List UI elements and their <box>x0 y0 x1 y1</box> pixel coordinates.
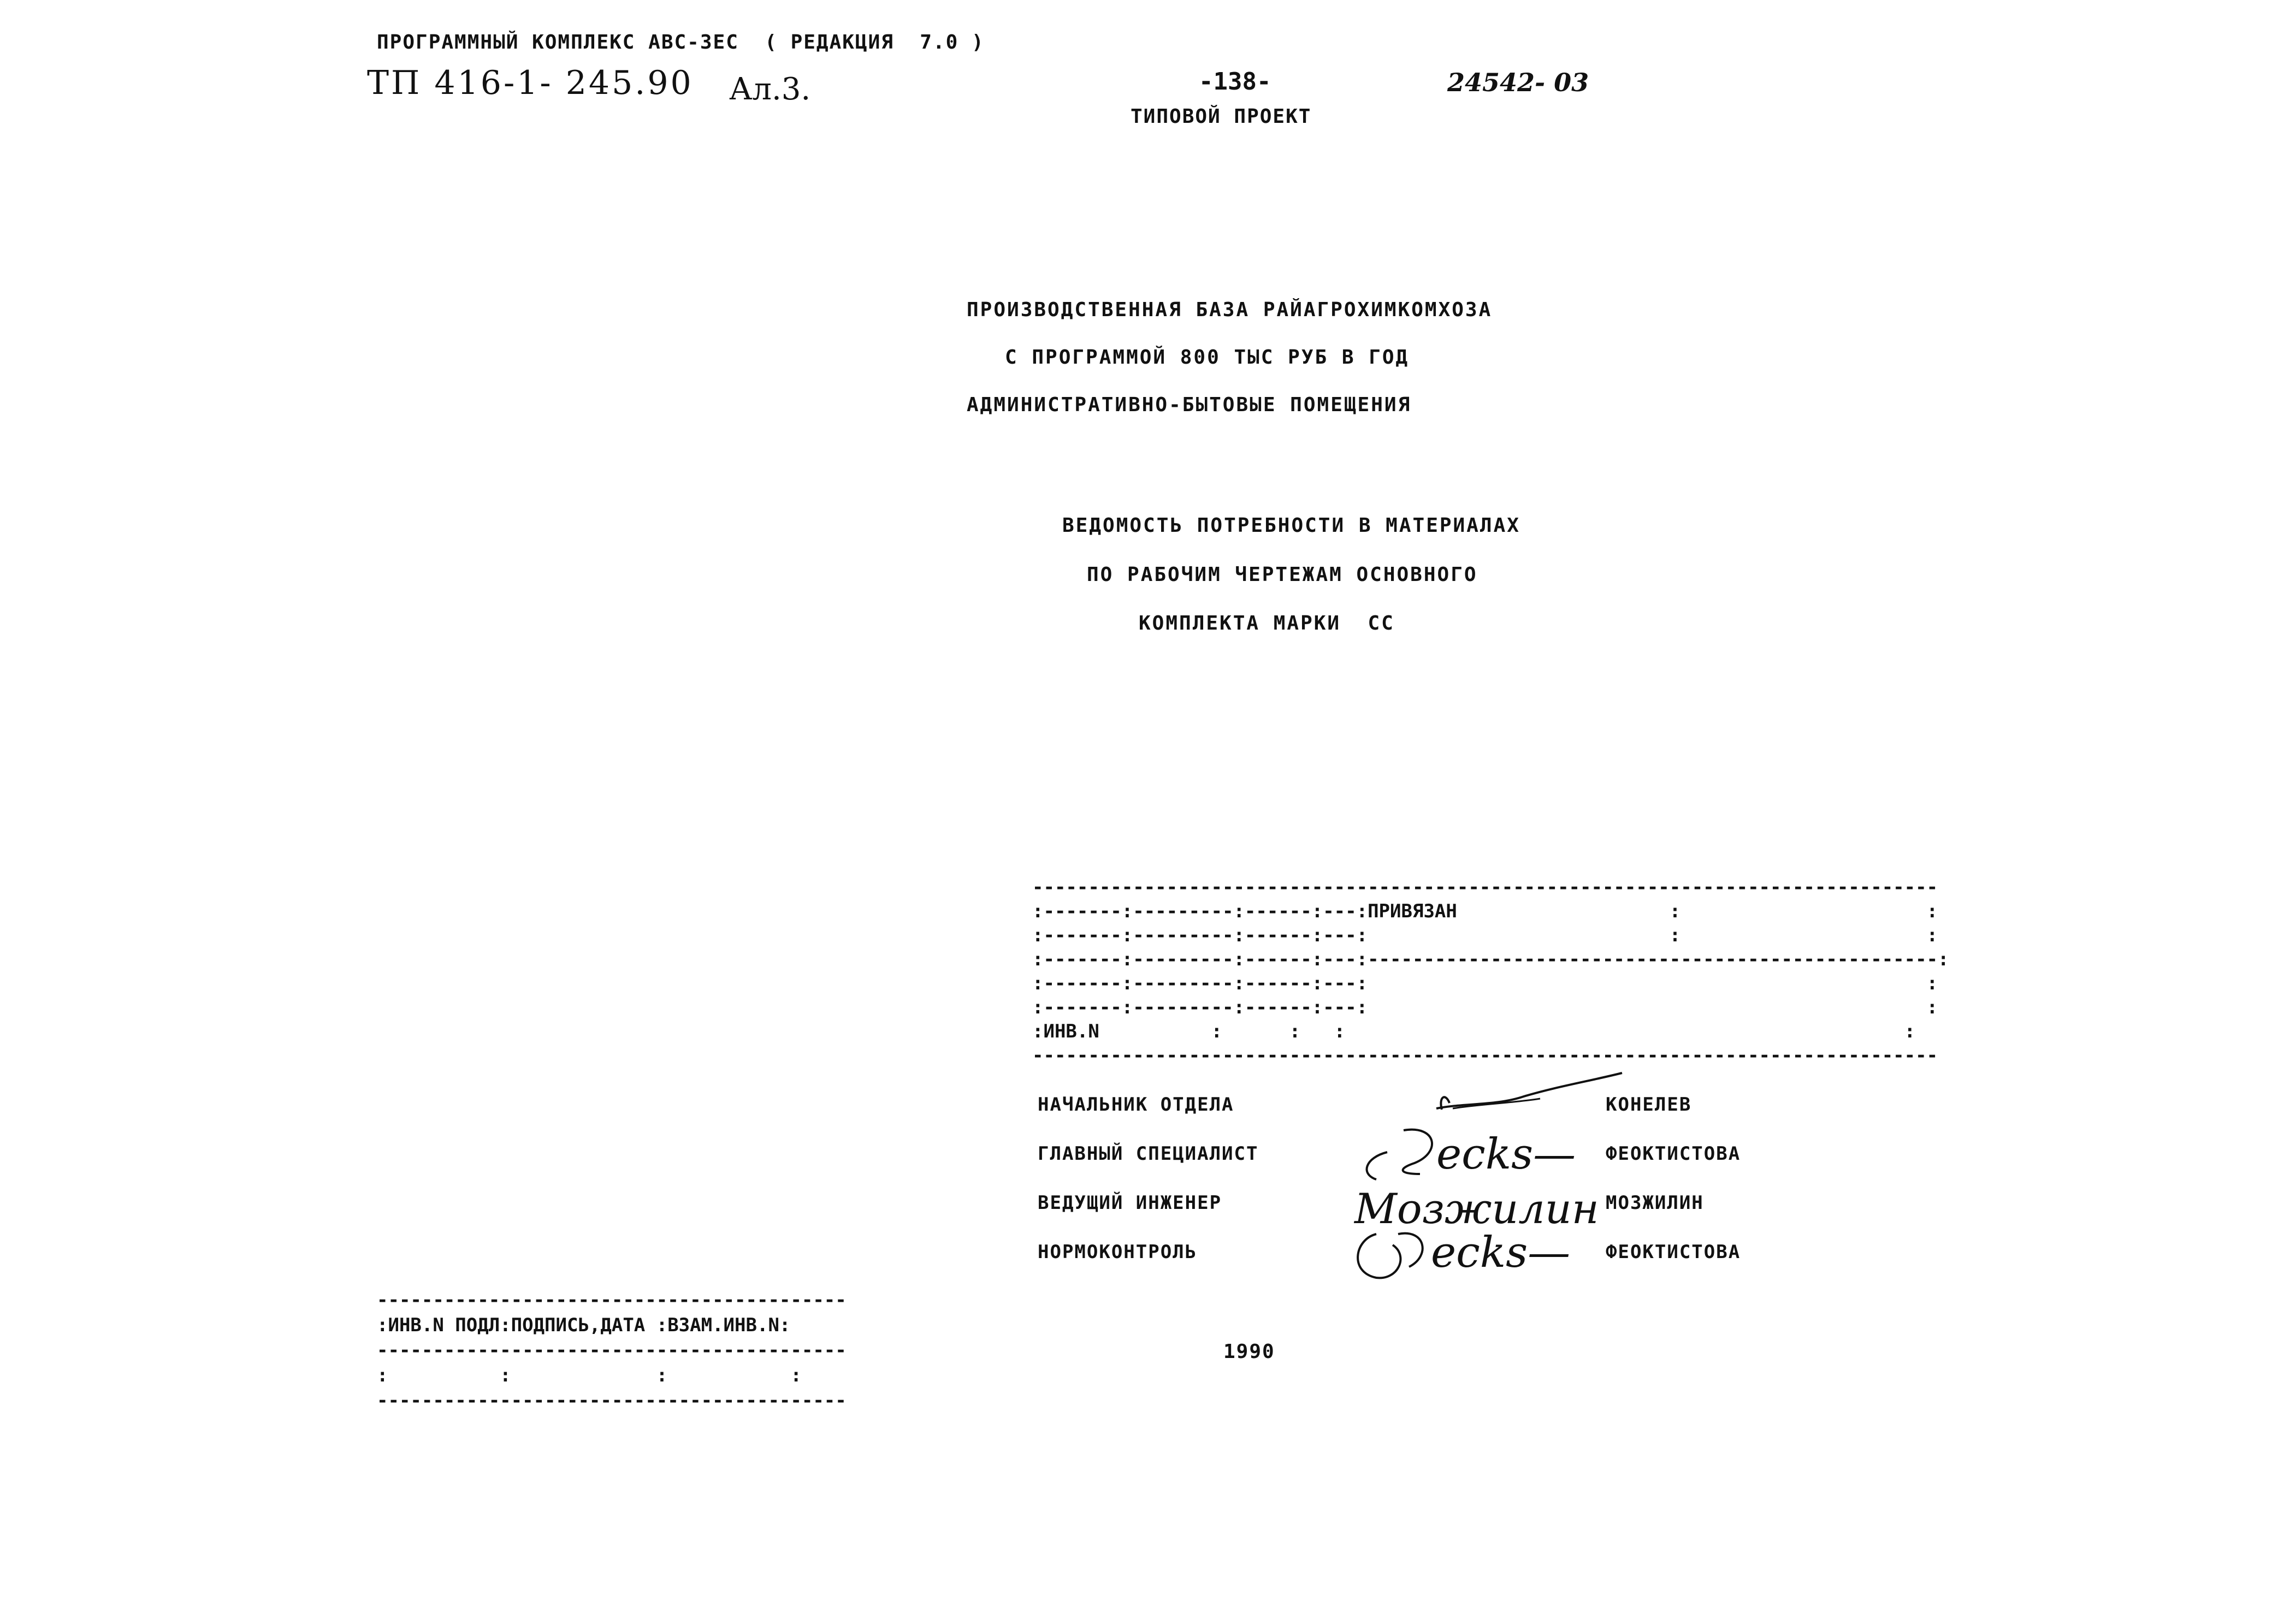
page-number: -138- <box>1199 68 1271 96</box>
binding-row: :ИНВ.N : : : : <box>1032 1021 1916 1042</box>
binding-row: --------------------------------------------------------------------------------- <box>1032 876 1938 898</box>
inventory-row: ------------------------------------------ <box>377 1289 847 1311</box>
svg-text:ecks—: ecks— <box>1436 1130 1576 1179</box>
program-line: ПРОГРАММНЫЙ КОМПЛЕКС АВС-3ЕС ( РЕДАКЦИЯ 7.0 ) <box>377 31 985 54</box>
title-line-3: АДМИНИСТРАТИВНО-БЫТОВЫЕ ПОМЕЩЕНИЯ <box>967 394 1412 416</box>
signature-role: НОРМОКОНТРОЛЬ <box>1038 1241 1198 1263</box>
subject-line-3: КОМПЛЕКТА МАРКИ СС <box>1139 612 1395 634</box>
album-number: Ал.3. <box>729 72 811 107</box>
svg-text:ecks—: ecks— <box>1431 1228 1571 1277</box>
binding-row: :-------:---------:------:---:ПРИВЯЗАН : : <box>1032 900 1938 922</box>
binding-row: :-------:---------:------:---: : <box>1032 972 1938 994</box>
project-code: ТП 416-1- 245.90 <box>367 64 694 102</box>
binding-row: --------------------------------------------------------------------------------- <box>1032 1045 1938 1066</box>
subject-line-1: ВЕДОМОСТЬ ПОТРЕБНОСТИ В МАТЕРИАЛАХ <box>1062 514 1520 537</box>
signature-name: ФЕОКТИСТОВА <box>1606 1241 1741 1263</box>
svg-text:Мозжилин: Мозжилин <box>1354 1184 1599 1233</box>
inventory-row: :ИНВ.N ПОДЛ:ПОДПИСЬ,ДАТА :ВЗАМ.ИНВ.N: <box>377 1314 791 1336</box>
signature-role: ГЛАВНЫЙ СПЕЦИАЛИСТ <box>1038 1143 1259 1165</box>
signature-drawing-head <box>1431 1070 1628 1119</box>
signature-role: ВЕДУЩИЙ ИНЖЕНЕР <box>1038 1192 1222 1214</box>
project-type: ТИПОВОЙ ПРОЕКТ <box>1131 105 1312 128</box>
signature-name: КОНЕЛЕВ <box>1606 1094 1692 1116</box>
signature-name: МОЗЖИЛИН <box>1606 1192 1704 1214</box>
year: 1990 <box>1223 1341 1275 1363</box>
signature-block <box>1038 1092 1857 1289</box>
binding-row: :-------:---------:------:---: : : <box>1032 924 1938 946</box>
inventory-row: : : : : <box>377 1365 802 1386</box>
subject-line-2: ПО РАБОЧИМ ЧЕРТЕЖАМ ОСНОВНОГО <box>1087 564 1478 586</box>
binding-row: :-------:---------:------:---:---------------------------------------------------: <box>1032 948 1949 970</box>
signature-drawing-norm <box>1344 1212 1595 1294</box>
inventory-row: ------------------------------------------ <box>377 1390 847 1412</box>
binding-row: :-------:---------:------:---: : <box>1032 997 1938 1018</box>
binding-table <box>1032 878 1949 1070</box>
signature-name: ФЕОКТИСТОВА <box>1606 1143 1741 1165</box>
title-line-2: С ПРОГРАММОЙ 800 ТЫС РУБ В ГОД <box>1005 346 1410 369</box>
inventory-row: ------------------------------------------ <box>377 1339 847 1361</box>
title-line-1: ПРОИЗВОДСТВЕННАЯ БАЗА РАЙАГРОХИМКОМХОЗА <box>967 299 1493 321</box>
inventory-table <box>377 1291 847 1416</box>
document-number: 24542- 03 <box>1447 68 1589 97</box>
signature-role: НАЧАЛЬНИК ОТДЕЛА <box>1038 1094 1234 1116</box>
